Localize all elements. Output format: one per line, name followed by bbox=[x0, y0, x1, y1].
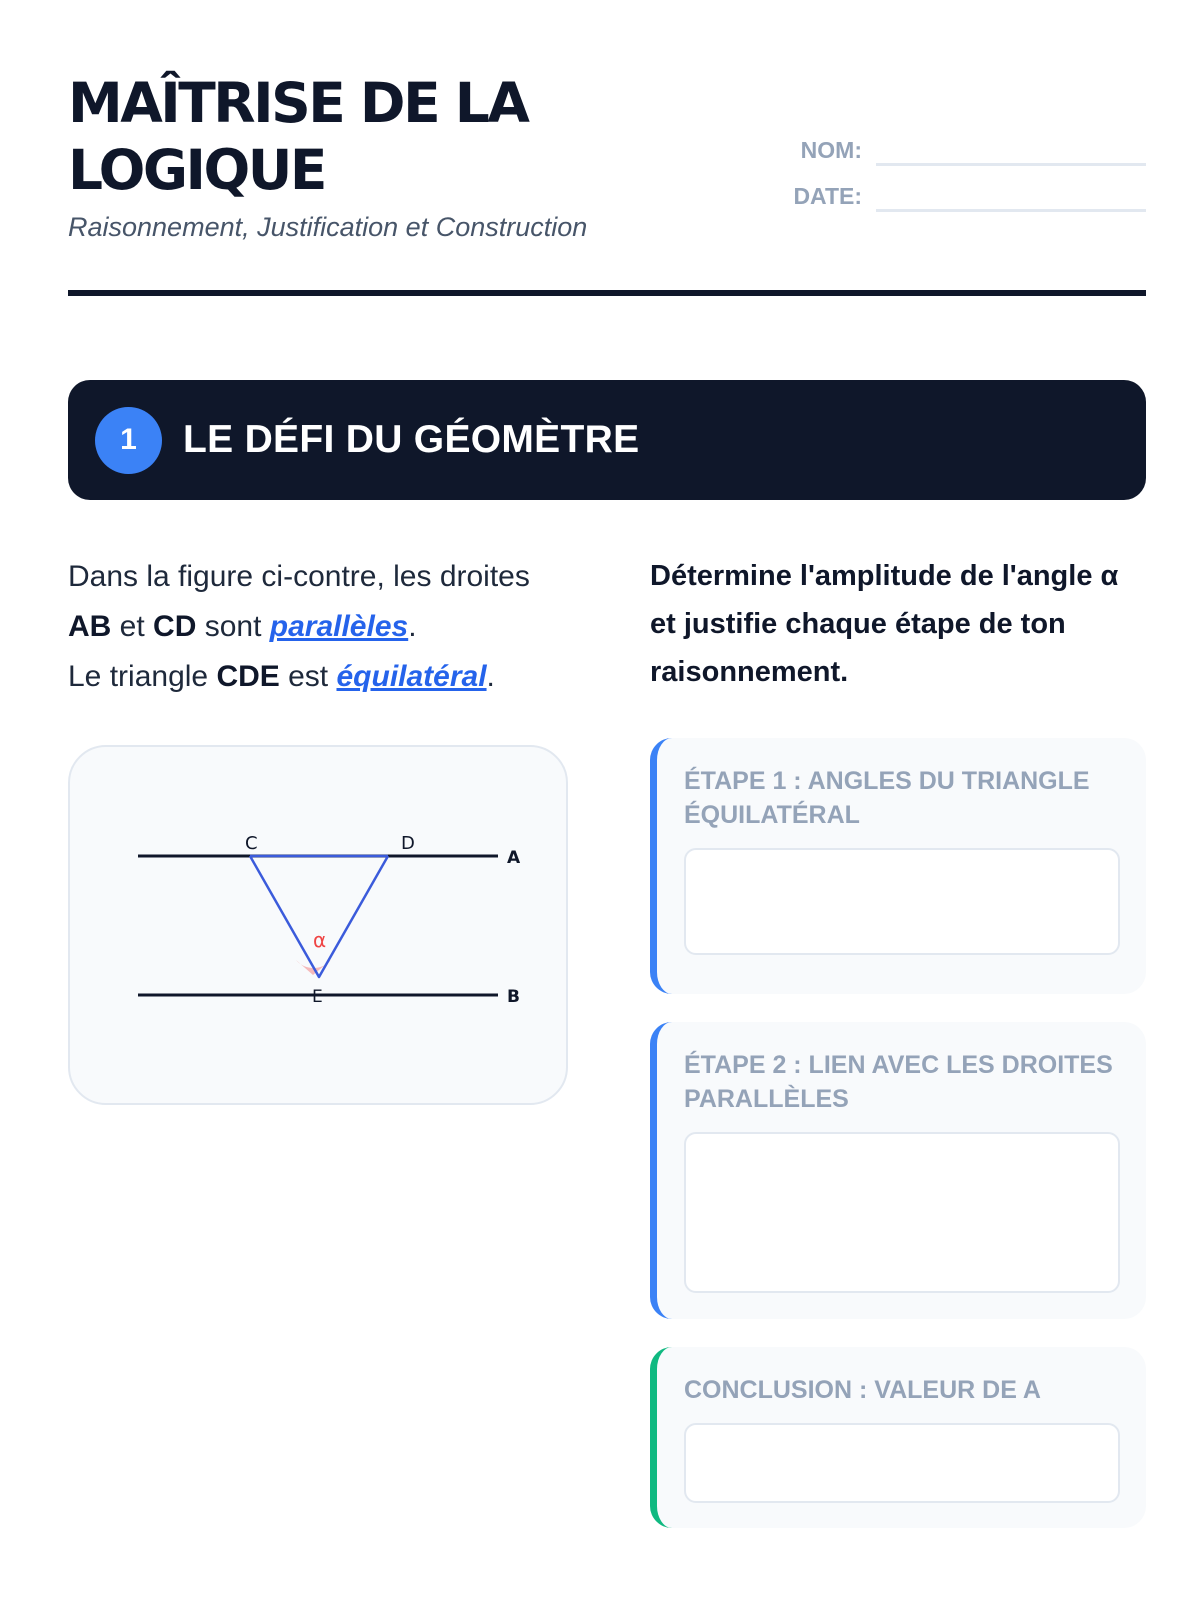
section-number-badge: 1 bbox=[95, 407, 162, 474]
section-title: LE DÉFI DU GÉOMÈTRE bbox=[183, 418, 640, 461]
point-d-label: D bbox=[401, 833, 415, 854]
date-label: DATE: bbox=[793, 183, 862, 209]
page-title bbox=[68, 70, 708, 204]
intro-text: sont bbox=[196, 610, 270, 643]
page-title-line-1: MAÎTRISE DE LA bbox=[68, 71, 528, 135]
section-header bbox=[68, 380, 1146, 500]
step-1-label: ÉTAPE 1 : ANGLES DU TRIANGLE ÉQUILATÉRAL bbox=[684, 767, 1090, 829]
line-cd-label: CD bbox=[153, 610, 197, 643]
step-2-card bbox=[650, 1022, 1146, 1319]
name-field[interactable] bbox=[876, 130, 1146, 166]
worksheet-header bbox=[68, 70, 1146, 300]
page-title-line-2: LOGIQUE bbox=[68, 138, 325, 202]
problem-statement bbox=[68, 552, 568, 702]
triangle-cde-label: CDE bbox=[216, 660, 280, 693]
header-divider bbox=[68, 290, 1146, 296]
intro-text: et bbox=[111, 610, 154, 643]
student-fields bbox=[786, 120, 1146, 212]
intro-text: Dans la figure ci-contre, les droites bbox=[68, 560, 530, 593]
term-parallel-link[interactable]: parallèles bbox=[269, 610, 409, 643]
conclusion-card bbox=[650, 1347, 1146, 1528]
conclusion-answer-field[interactable] bbox=[684, 1423, 1120, 1503]
line-ab-label: AB bbox=[68, 610, 112, 643]
name-field-row bbox=[786, 120, 1146, 166]
line-a-label: A bbox=[507, 848, 521, 868]
page-subtitle: Raisonnement, Justification et Construction bbox=[68, 212, 588, 242]
step-2-answer-field[interactable] bbox=[684, 1132, 1120, 1293]
date-field[interactable] bbox=[876, 176, 1146, 212]
angle-alpha-label: α bbox=[313, 928, 327, 952]
conclusion-label: CONCLUSION : VALEUR DE A bbox=[684, 1376, 1041, 1404]
question-prompt: Détermine l'amplitude de l'angle α et justifie chaque étape de ton raisonnement. bbox=[650, 560, 1119, 688]
point-e-label: E bbox=[312, 987, 323, 1007]
geometry-figure bbox=[68, 745, 568, 1105]
term-equilateral-link[interactable]: équilatéral bbox=[336, 660, 487, 693]
intro-text: . bbox=[408, 610, 417, 643]
step-1-answer-field[interactable] bbox=[684, 848, 1120, 955]
triangle-cde bbox=[250, 856, 388, 977]
point-c-label: C bbox=[245, 833, 258, 854]
line-b-label: B bbox=[507, 987, 520, 1007]
name-label: NOM: bbox=[800, 137, 862, 163]
date-field-row bbox=[786, 166, 1146, 212]
intro-text: est bbox=[279, 660, 337, 693]
intro-text: . bbox=[486, 660, 495, 693]
intro-text: Le triangle bbox=[68, 660, 217, 693]
step-1-card bbox=[650, 738, 1146, 994]
geometry-diagram bbox=[70, 747, 570, 1107]
step-2-label: ÉTAPE 2 : LIEN AVEC LES DROITES PARALLÈLES bbox=[684, 1051, 1113, 1113]
